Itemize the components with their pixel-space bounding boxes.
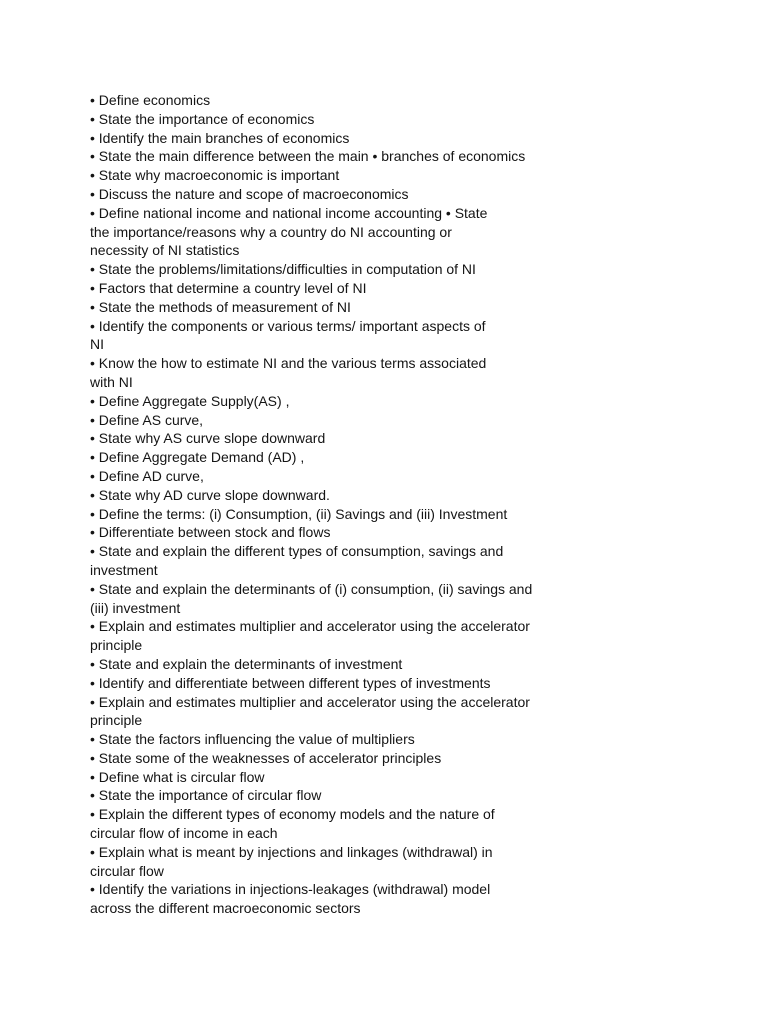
- text-line: • State and explain the determinants of (i) consumption, (ii) savings and: [90, 580, 533, 597]
- text-line: • Explain the different types of economy models and the nature of: [90, 806, 495, 823]
- text-line: • State and explain the different types of consumption, savings and: [90, 543, 504, 560]
- text-line: • State why AS curve slope downward: [90, 430, 326, 447]
- objectives-list: [90, 91, 690, 918]
- text-line: • Define Aggregate Demand (AD) ,: [90, 449, 305, 466]
- text-line: • Explain and estimates multiplier and accelerator using the accelerator: [90, 618, 530, 635]
- text-line: • State why macroeconomic is important: [90, 167, 340, 184]
- text-line: • Identify the variations in injections-leakages (withdrawal) model: [90, 881, 491, 898]
- text-line: • Explain what is meant by injections and linkages (withdrawal) in: [90, 843, 493, 860]
- text-line: • Differentiate between stock and flows: [90, 524, 331, 541]
- text-line: • Define economics: [90, 92, 211, 108]
- text-line: • State the problems/limitations/difficulties in computation of NI: [90, 261, 476, 278]
- text-line: • Factors that determine a country level of NI: [90, 279, 367, 296]
- text-line: • Define AS curve,: [90, 411, 204, 428]
- text-line: • State and explain the determinants of investment: [90, 655, 403, 672]
- text-line: NI: [90, 336, 104, 353]
- text-line: • Define national income and national income accounting • State: [90, 204, 488, 221]
- text-line: • State the factors influencing the value of multipliers: [90, 731, 415, 748]
- text-line: • Know the how to estimate NI and the various terms associated: [90, 355, 487, 372]
- text-line: • Identify and differentiate between different types of investments: [90, 674, 491, 691]
- text-line: • Explain and estimates multiplier and accelerator using the accelerator: [90, 693, 530, 710]
- text-line: principle: [90, 712, 143, 729]
- text-line: • Define the terms: (i) Consumption, (ii) Savings and (iii) Investment: [90, 505, 508, 522]
- text-line: • State some of the weaknesses of accelerator principles: [90, 749, 442, 766]
- text-line: • State the importance of circular flow: [90, 787, 322, 804]
- text-line: • State the methods of measurement of NI: [90, 298, 351, 315]
- text-line: • Identify the main branches of economics: [90, 129, 350, 146]
- text-line: • Define AD curve,: [90, 467, 204, 484]
- text-line: • State the importance of economics: [90, 110, 315, 127]
- text-line: circular flow: [90, 862, 164, 879]
- text-line: • Identify the components or various terms/ important aspects of: [90, 317, 486, 334]
- text-line: the importance/reasons why a country do NI accounting or: [90, 223, 452, 240]
- text-line: • Define what is circular flow: [90, 768, 265, 785]
- text-line: investment: [90, 561, 158, 578]
- text-line: with NI: [90, 373, 133, 390]
- text-line: necessity of NI statistics: [90, 242, 240, 259]
- text-line: • Define Aggregate Supply(AS) ,: [90, 392, 290, 409]
- text-line: circular flow of income in each: [90, 825, 278, 842]
- text-line: principle: [90, 637, 143, 654]
- text-line: • Discuss the nature and scope of macroeconomics: [90, 185, 409, 202]
- text-line: (iii) investment: [90, 599, 181, 616]
- text-line: • State the main difference between the main • branches of economics: [90, 148, 526, 165]
- text-line: across the different macroeconomic sectors: [90, 900, 361, 917]
- text-line: • State why AD curve slope downward.: [90, 486, 330, 503]
